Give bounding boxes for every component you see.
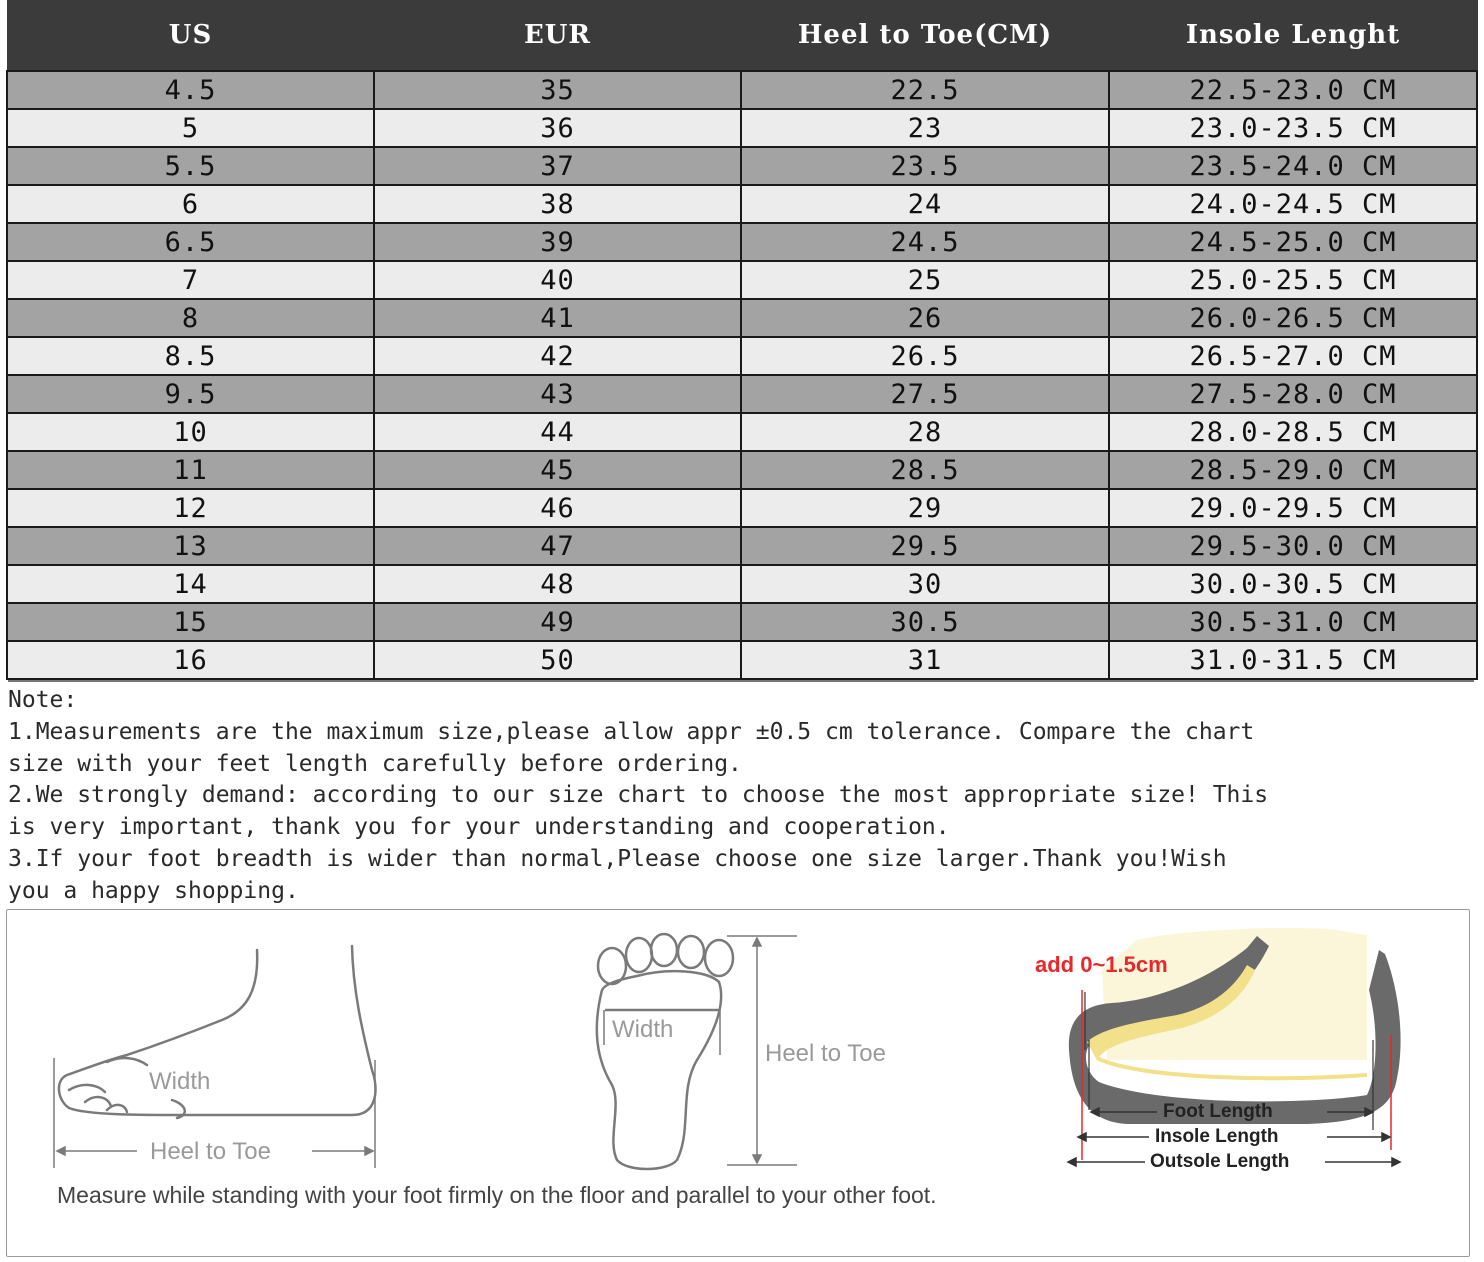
cell-heel-to-toe: 23.5 — [741, 147, 1109, 185]
table-row — [7, 565, 1477, 603]
cell-eur: 44 — [374, 413, 741, 451]
cell-heel-to-toe: 27.5 — [741, 375, 1109, 413]
table-row — [7, 527, 1477, 565]
cell-us: 8 — [7, 299, 374, 337]
side-width-label: Width — [149, 1068, 211, 1095]
cell-heel-to-toe: 28 — [741, 413, 1109, 451]
notes-section — [8, 680, 1474, 910]
note-line: 1.Measurements are the maximum size,please allow appr ±0.5 cm tolerance. Compare the chart — [8, 718, 1255, 745]
cell-heel-to-toe: 26 — [741, 299, 1109, 337]
cell-us: 8.5 — [7, 337, 374, 375]
table-row — [7, 71, 1477, 109]
cell-heel-to-toe: 31 — [741, 641, 1109, 679]
cell-heel-to-toe: 29 — [741, 489, 1109, 527]
cell-us: 4.5 — [7, 71, 374, 109]
cell-insole-length: 26.0-26.5 CM — [1109, 299, 1477, 337]
cell-eur: 42 — [374, 337, 741, 375]
side-heel-to-toe-label: Heel to Toe — [150, 1138, 271, 1165]
cell-insole-length: 25.0-25.5 CM — [1109, 261, 1477, 299]
cell-eur: 46 — [374, 489, 741, 527]
top-foot-icon — [597, 934, 733, 1169]
cell-insole-length: 22.5-23.0 CM — [1109, 71, 1477, 109]
cell-eur: 43 — [374, 375, 741, 413]
table-header-row — [7, 0, 1477, 71]
cell-eur: 37 — [374, 147, 741, 185]
cell-heel-to-toe: 22.5 — [741, 71, 1109, 109]
cell-us: 5 — [7, 109, 374, 147]
cell-us: 15 — [7, 603, 374, 641]
cell-eur: 49 — [374, 603, 741, 641]
cell-heel-to-toe: 24.5 — [741, 223, 1109, 261]
header-insole-length: Insole Lenght — [1109, 0, 1477, 71]
outsole-length-label: Outsole Length — [1150, 1151, 1290, 1172]
cell-us: 12 — [7, 489, 374, 527]
top-heel-to-toe-label: Heel to Toe — [765, 1040, 886, 1067]
cell-us: 11 — [7, 451, 374, 489]
cell-heel-to-toe: 29.5 — [741, 527, 1109, 565]
foot-length-label: Foot Length — [1163, 1101, 1273, 1122]
table-row — [7, 223, 1477, 261]
cell-us: 5.5 — [7, 147, 374, 185]
cell-insole-length: 26.5-27.0 CM — [1109, 337, 1477, 375]
cell-eur: 38 — [374, 185, 741, 223]
measurement-caption: Measure while standing with your foot firmly on the floor and parallel to your other foot. — [57, 1182, 937, 1208]
cell-eur: 36 — [374, 109, 741, 147]
note-line: size with your feet length carefully before ordering. — [8, 750, 742, 777]
note-line: you a happy shopping. — [8, 877, 299, 904]
table-row — [7, 375, 1477, 413]
cell-eur: 35 — [374, 71, 741, 109]
cell-insole-length: 28.5-29.0 CM — [1109, 451, 1477, 489]
add-tolerance-label: add 0~1.5cm — [1035, 952, 1168, 977]
cell-us: 10 — [7, 413, 374, 451]
cell-insole-length: 30.0-30.5 CM — [1109, 565, 1477, 603]
note-line: is very important, thank you for your understanding and cooperation. — [8, 814, 950, 841]
table-row — [7, 299, 1477, 337]
cell-eur: 45 — [374, 451, 741, 489]
side-foot-icon — [59, 946, 376, 1118]
cell-heel-to-toe: 24 — [741, 185, 1109, 223]
table-row — [7, 603, 1477, 641]
cell-insole-length: 24.0-24.5 CM — [1109, 185, 1477, 223]
note-line: 3.If your foot breadth is wider than normal,Please choose one size larger.Thank you!Wish — [8, 845, 1227, 872]
cell-eur: 47 — [374, 527, 741, 565]
cell-insole-length: 23.0-23.5 CM — [1109, 109, 1477, 147]
cell-us: 6.5 — [7, 223, 374, 261]
cell-insole-length: 28.0-28.5 CM — [1109, 413, 1477, 451]
header-us: US — [7, 0, 374, 71]
cell-us: 7 — [7, 261, 374, 299]
header-eur: EUR — [374, 0, 741, 71]
cell-us: 6 — [7, 185, 374, 223]
cell-heel-to-toe: 28.5 — [741, 451, 1109, 489]
cell-insole-length: 27.5-28.0 CM — [1109, 375, 1477, 413]
header-heel-to-toe: Heel to Toe(CM) — [741, 0, 1109, 71]
cell-eur: 40 — [374, 261, 741, 299]
cell-heel-to-toe: 30.5 — [741, 603, 1109, 641]
insole-length-label: Insole Length — [1155, 1126, 1279, 1147]
cell-us: 13 — [7, 527, 374, 565]
cell-insole-length: 29.0-29.5 CM — [1109, 489, 1477, 527]
table-body — [7, 71, 1477, 679]
note-label: Note: — [8, 687, 78, 713]
cell-heel-to-toe: 23 — [741, 109, 1109, 147]
table-row — [7, 261, 1477, 299]
cell-us: 14 — [7, 565, 374, 603]
cell-eur: 41 — [374, 299, 741, 337]
top-width-label: Width — [612, 1016, 674, 1043]
cell-heel-to-toe: 26.5 — [741, 337, 1109, 375]
cell-insole-length: 30.5-31.0 CM — [1109, 603, 1477, 641]
cell-insole-length: 31.0-31.5 CM — [1109, 641, 1477, 679]
table-row — [7, 413, 1477, 451]
measurement-diagram — [6, 909, 1470, 1257]
cell-eur: 50 — [374, 641, 741, 679]
cell-eur: 39 — [374, 223, 741, 261]
table-row — [7, 337, 1477, 375]
table-row — [7, 451, 1477, 489]
cell-us: 16 — [7, 641, 374, 679]
size-chart-table — [6, 0, 1478, 680]
cell-insole-length: 29.5-30.0 CM — [1109, 527, 1477, 565]
table-row — [7, 489, 1477, 527]
cell-us: 9.5 — [7, 375, 374, 413]
table-row — [7, 185, 1477, 223]
table-row — [7, 147, 1477, 185]
cell-eur: 48 — [374, 565, 741, 603]
table-row — [7, 641, 1477, 679]
table-row — [7, 109, 1477, 147]
cell-heel-to-toe: 30 — [741, 565, 1109, 603]
cell-heel-to-toe: 25 — [741, 261, 1109, 299]
cell-insole-length: 23.5-24.0 CM — [1109, 147, 1477, 185]
note-line: 2.We strongly demand: according to our size chart to choose the most appropriate size! This — [8, 782, 1269, 809]
cell-insole-length: 24.5-25.0 CM — [1109, 223, 1477, 261]
